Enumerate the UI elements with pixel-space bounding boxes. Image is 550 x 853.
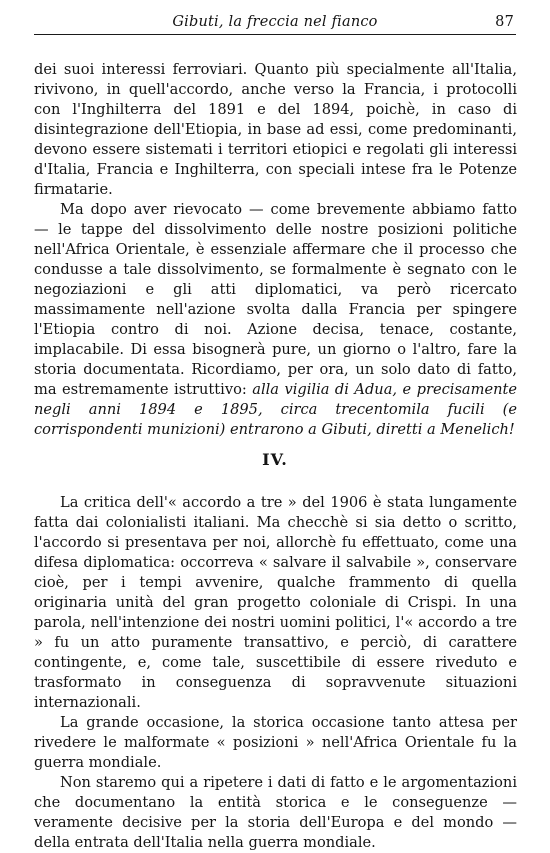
running-header bbox=[34, 12, 516, 35]
paragraph: La critica dell'« accordo a tre » del 1906 è stata lungamente fatta dai colonialisti italiani. Ma checchè si sia detto o scritto, l'accordo si presentava per noi, allorchè fu effettuato, come una difesa diplomatica: occorreva « salvare il salvabile », conservare cioè, per i tempi avvenire, qualche frammento di quella originaria unità del gran progetto coloniale di Crispi. In una parola, nell'intenzione dei nostri uomini politici, l'« accordo a tre » fu un atto puramente transattivo, e perciò, di carattere contingente, e, come tale, suscettibile di essere riveduto e trasformato in conseguenza di sopravvenute situazioni internazionali. bbox=[34, 494, 517, 711]
paragraph-text: Ma dopo aver rievocato — come brevemente abbiamo fatto — le tappe del dissolvimento delle nostre posizioni politiche nell'Africa Orientale, è essenziale affermare che il processo che condusse a tale dissolvimento, se formalmente è segnato con le negoziazioni e gli atti diplomatici, va però ricercato massimamente nell'azione svolta dalla Francia per spingere l'Etiopia contro di noi. Azione decisa, tenace, costante, implacabile. Di essa bisognerà pure, un giorno o l'altro, fare la storia documentata. Ricordiamo, per ora, un solo dato di fatto, ma estremamente istruttivo: bbox=[34, 201, 517, 398]
text-block-before-section bbox=[34, 60, 517, 440]
text-block-after-section bbox=[34, 493, 517, 853]
italic-emphasis: alla vigilia di Adua, e precisamente negli anni 1894 e 1895, circa trecentomila fucili (e corrispondenti munizioni) entrarono a Gibuti, diretti a Menelich! bbox=[34, 381, 518, 438]
paragraph: Non staremo qui a ripetere i dati di fatto e le argomentazioni che documentano la entità storica e le conseguenze — veramente decisive per la storia dell'Europa e del mondo — della entrata dell'Italia nella guerra mondiale. bbox=[34, 774, 517, 851]
running-title: Gibuti, la freccia nel fianco bbox=[172, 14, 378, 30]
paragraph bbox=[34, 200, 517, 440]
paragraph: dei suoi interessi ferroviari. Quanto più specialmente all'Italia, rivivono, in quell'accordo, anche verso la Francia, i protocolli con l'Inghilterra del 1891 e del 1894, poichè, in caso di disintegrazione dell'Etiopia, in base ad essi, come predominanti, devono essere sistemati i territori etiopici e regolati gli interessi d'Italia, Francia e Inghilterra, con speciali intese fra le Potenze firmatarie. bbox=[34, 61, 517, 198]
paragraph: La grande occasione, la storica occasione tanto attesa per rivedere le malformate « posizioni » nell'Africa Orientale fu la guerra mondiale. bbox=[34, 714, 517, 771]
page-number: 87 bbox=[495, 14, 514, 30]
section-heading: IV. bbox=[262, 450, 288, 469]
